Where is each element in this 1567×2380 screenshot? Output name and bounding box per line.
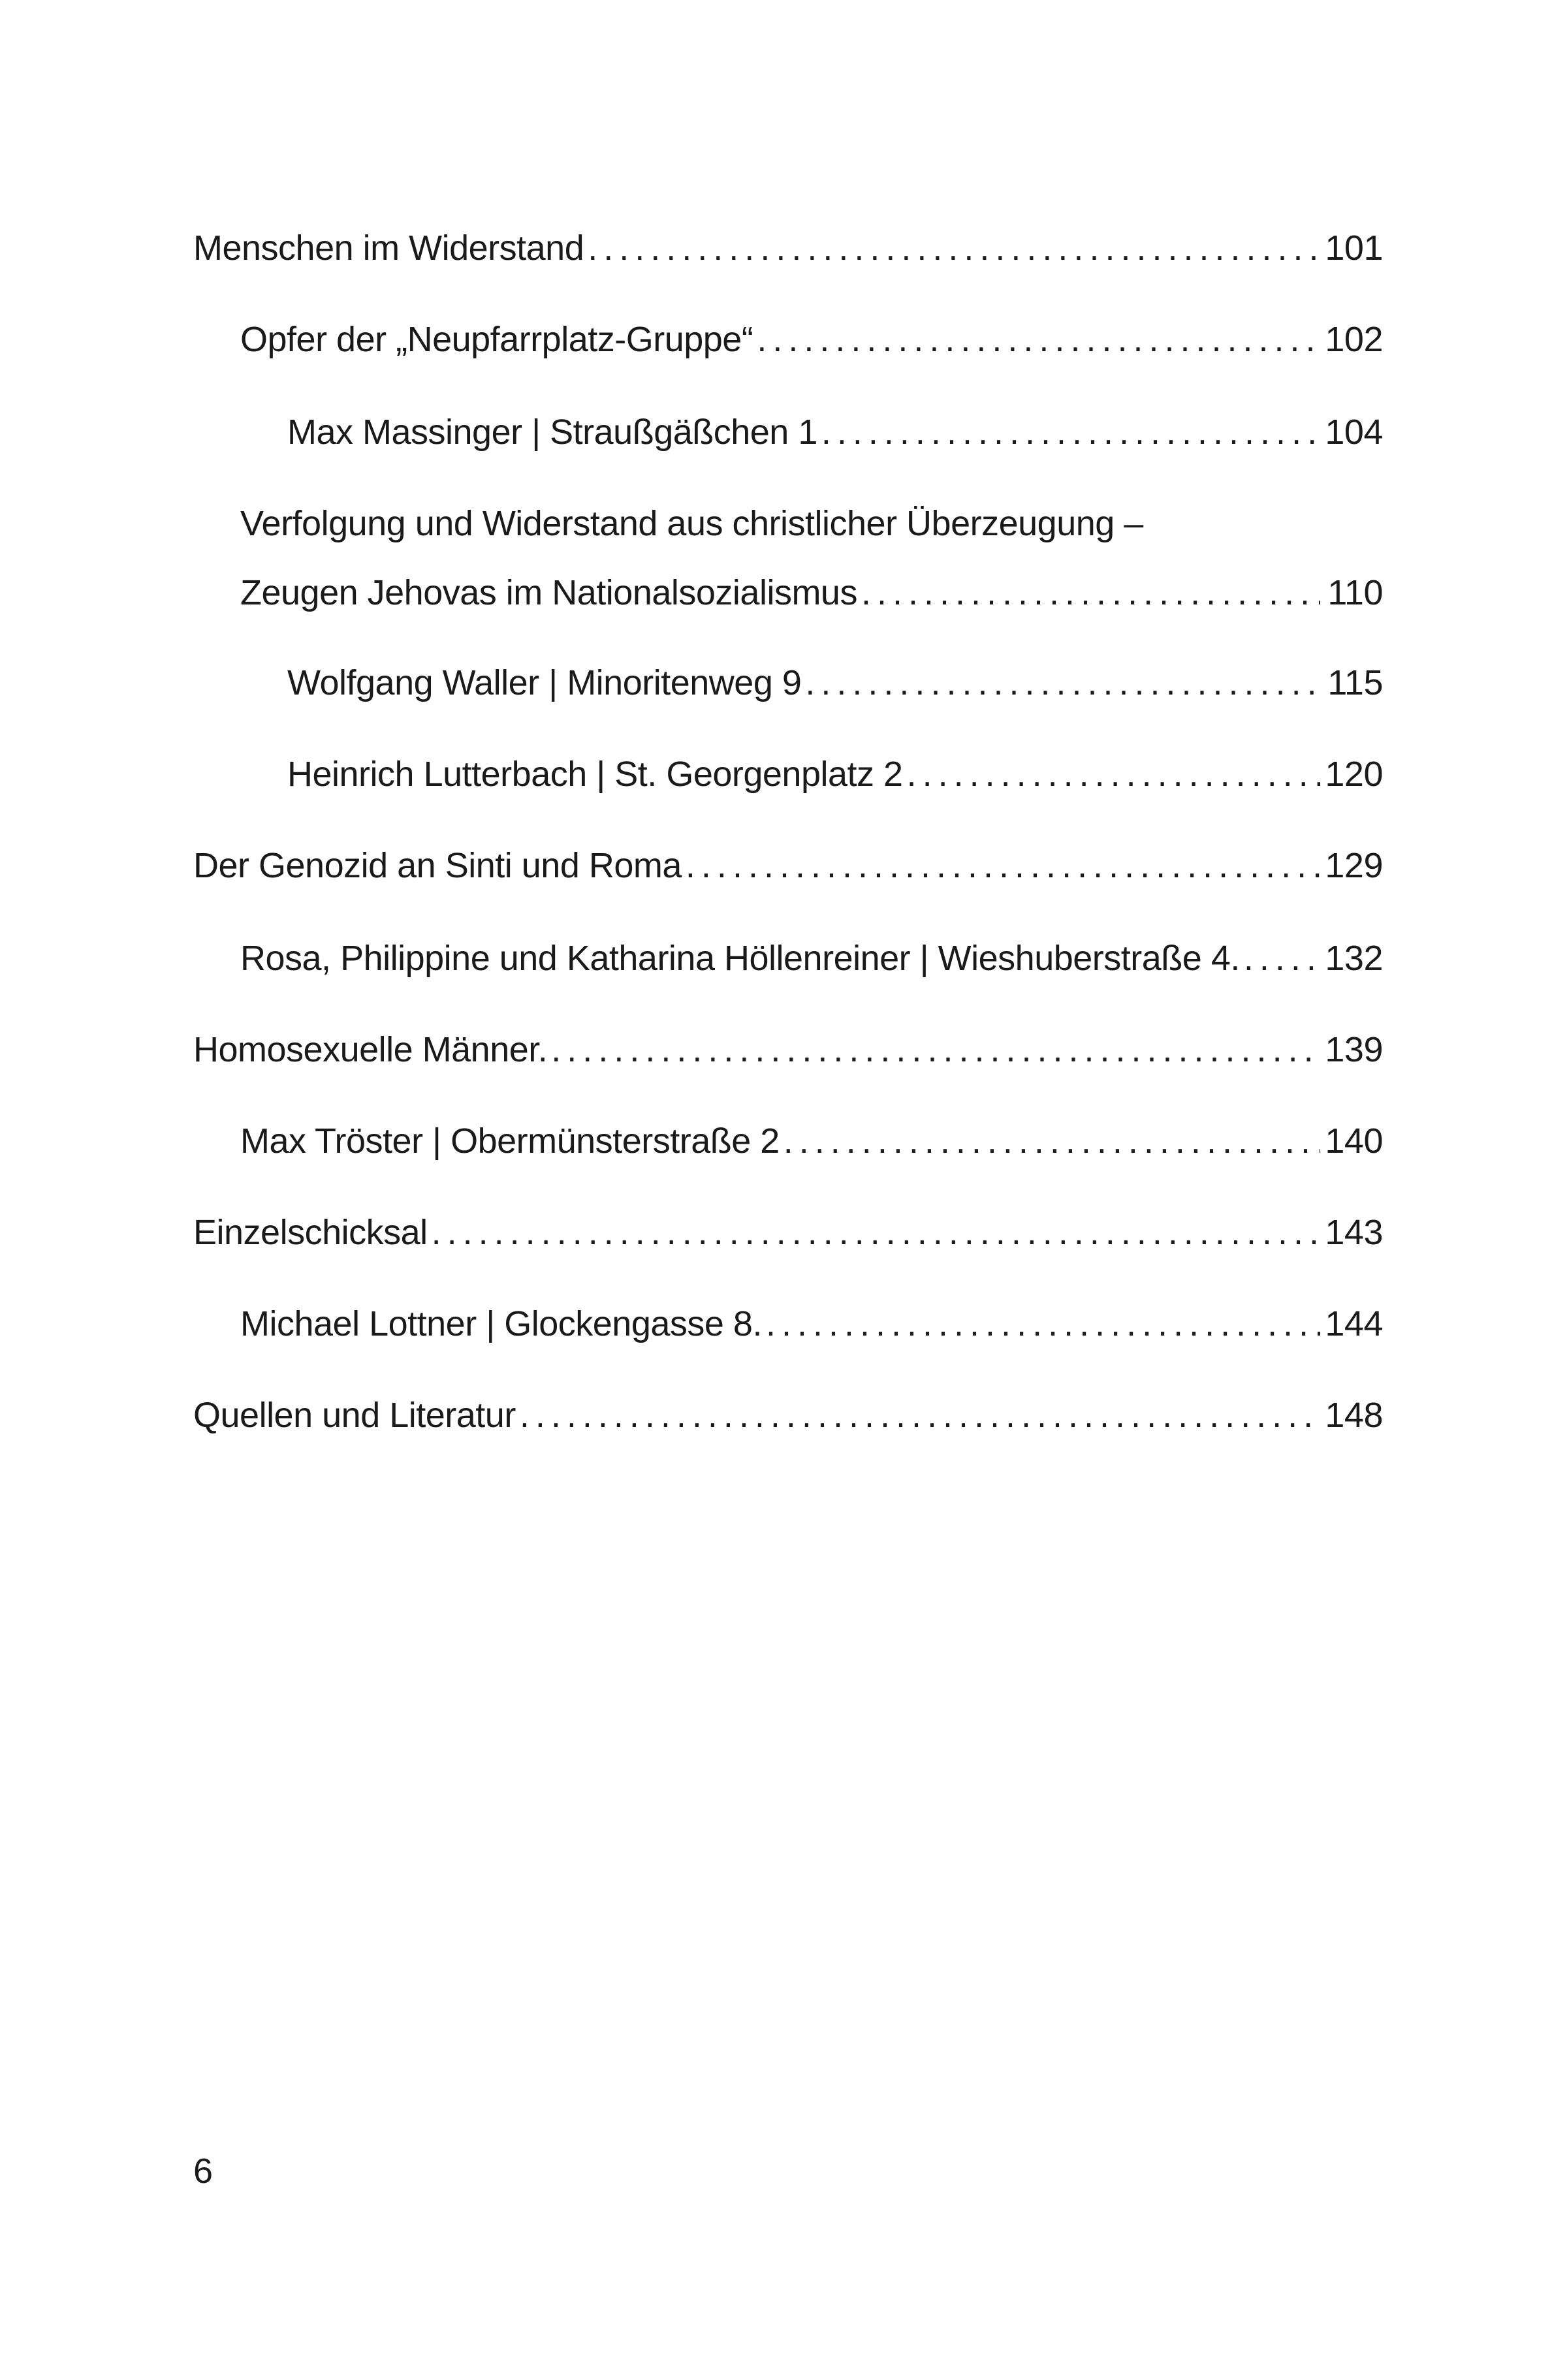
- toc-entry-michael-lottner[interactable]: [193, 1300, 1383, 1347]
- toc-entry-title: Menschen im Widerstand: [193, 228, 584, 268]
- dot-leader: [432, 1209, 1320, 1256]
- dot-leader: [805, 659, 1320, 706]
- dot-leader: [1244, 935, 1320, 982]
- toc-entry-title: Homosexuelle Männer.: [193, 1030, 548, 1069]
- toc-entry-title: Wolfgang Waller | Minoritenweg 9: [287, 663, 802, 702]
- toc-entry-page: 148: [1325, 1396, 1383, 1435]
- dot-leader: [821, 409, 1320, 456]
- toc-entry-page: 102: [1325, 320, 1383, 359]
- toc-entry-einzelschicksal[interactable]: [193, 1209, 1383, 1256]
- toc-entry-title: Michael Lottner | Glockengasse 8.: [240, 1304, 762, 1343]
- dot-leader: [551, 1026, 1320, 1073]
- toc-entry-zeugen-jehovas[interactable]: [193, 500, 1383, 618]
- dot-leader: [907, 751, 1320, 798]
- toc-entry-title: Quellen und Literatur: [193, 1396, 516, 1435]
- toc-entry-neupfarrplatz-gruppe[interactable]: [193, 316, 1383, 363]
- toc-entry-title: Zeugen Jehovas im Nationalsozialismus: [240, 573, 857, 612]
- dot-leader: [588, 225, 1320, 272]
- toc-entry-title: Rosa, Philippine und Katharina Höllenreiner | Wieshuberstraße 4.: [240, 939, 1240, 978]
- toc-entry-page: 101: [1325, 228, 1383, 268]
- toc-entry-menschen-im-widerstand[interactable]: [193, 225, 1383, 272]
- toc-entry-page: 139: [1325, 1030, 1383, 1069]
- toc-entry-title: Max Tröster | Obermünsterstraße 2: [240, 1121, 780, 1161]
- dot-leader: [686, 842, 1320, 889]
- toc-entry-title-line1: Verfolgung und Widerstand aus christlicher Überzeugung –: [240, 504, 1143, 543]
- toc-entry-quellen-und-literatur[interactable]: [193, 1392, 1383, 1439]
- toc-entry-genozid-sinti-roma[interactable]: [193, 842, 1383, 889]
- dot-leader: [766, 1300, 1320, 1347]
- toc-entry-homosexuelle-maenner[interactable]: [193, 1026, 1383, 1073]
- dot-leader: [520, 1392, 1320, 1439]
- dot-leader: [861, 569, 1320, 616]
- toc-entry-title: Heinrich Lutterbach | St. Georgenplatz 2: [287, 755, 903, 794]
- toc-entry-page: 132: [1325, 939, 1383, 978]
- toc-entry-title: Einzelschicksal: [193, 1213, 428, 1252]
- toc-entry-max-massinger[interactable]: [193, 409, 1383, 456]
- toc-entry-page: 104: [1325, 413, 1383, 452]
- toc-entry-hoellenreiner[interactable]: [193, 935, 1383, 982]
- toc-entry-wolfgang-waller[interactable]: [193, 659, 1383, 706]
- toc-entry-page: 120: [1325, 755, 1383, 794]
- dot-leader: [784, 1118, 1320, 1165]
- page-number: 6: [193, 2152, 214, 2191]
- toc-entry-title: Der Genozid an Sinti und Roma: [193, 846, 682, 885]
- toc-entry-page: 110: [1327, 573, 1383, 612]
- toc-entry-page: 143: [1325, 1213, 1383, 1252]
- toc-entry-heinrich-lutterbach[interactable]: [193, 751, 1383, 798]
- dot-leader: [757, 316, 1320, 363]
- toc-entry-page: 129: [1325, 846, 1383, 885]
- toc-entry-title: Opfer der „Neupfarrplatz-Gruppe“: [240, 320, 753, 359]
- toc-entry-title: Max Massinger | Straußgäßchen 1: [287, 413, 817, 452]
- toc-entry-max-troester[interactable]: [193, 1118, 1383, 1165]
- toc-entry-page: 115: [1327, 663, 1383, 702]
- toc-entry-page: 140: [1325, 1121, 1383, 1161]
- toc-entry-page: 144: [1325, 1304, 1383, 1343]
